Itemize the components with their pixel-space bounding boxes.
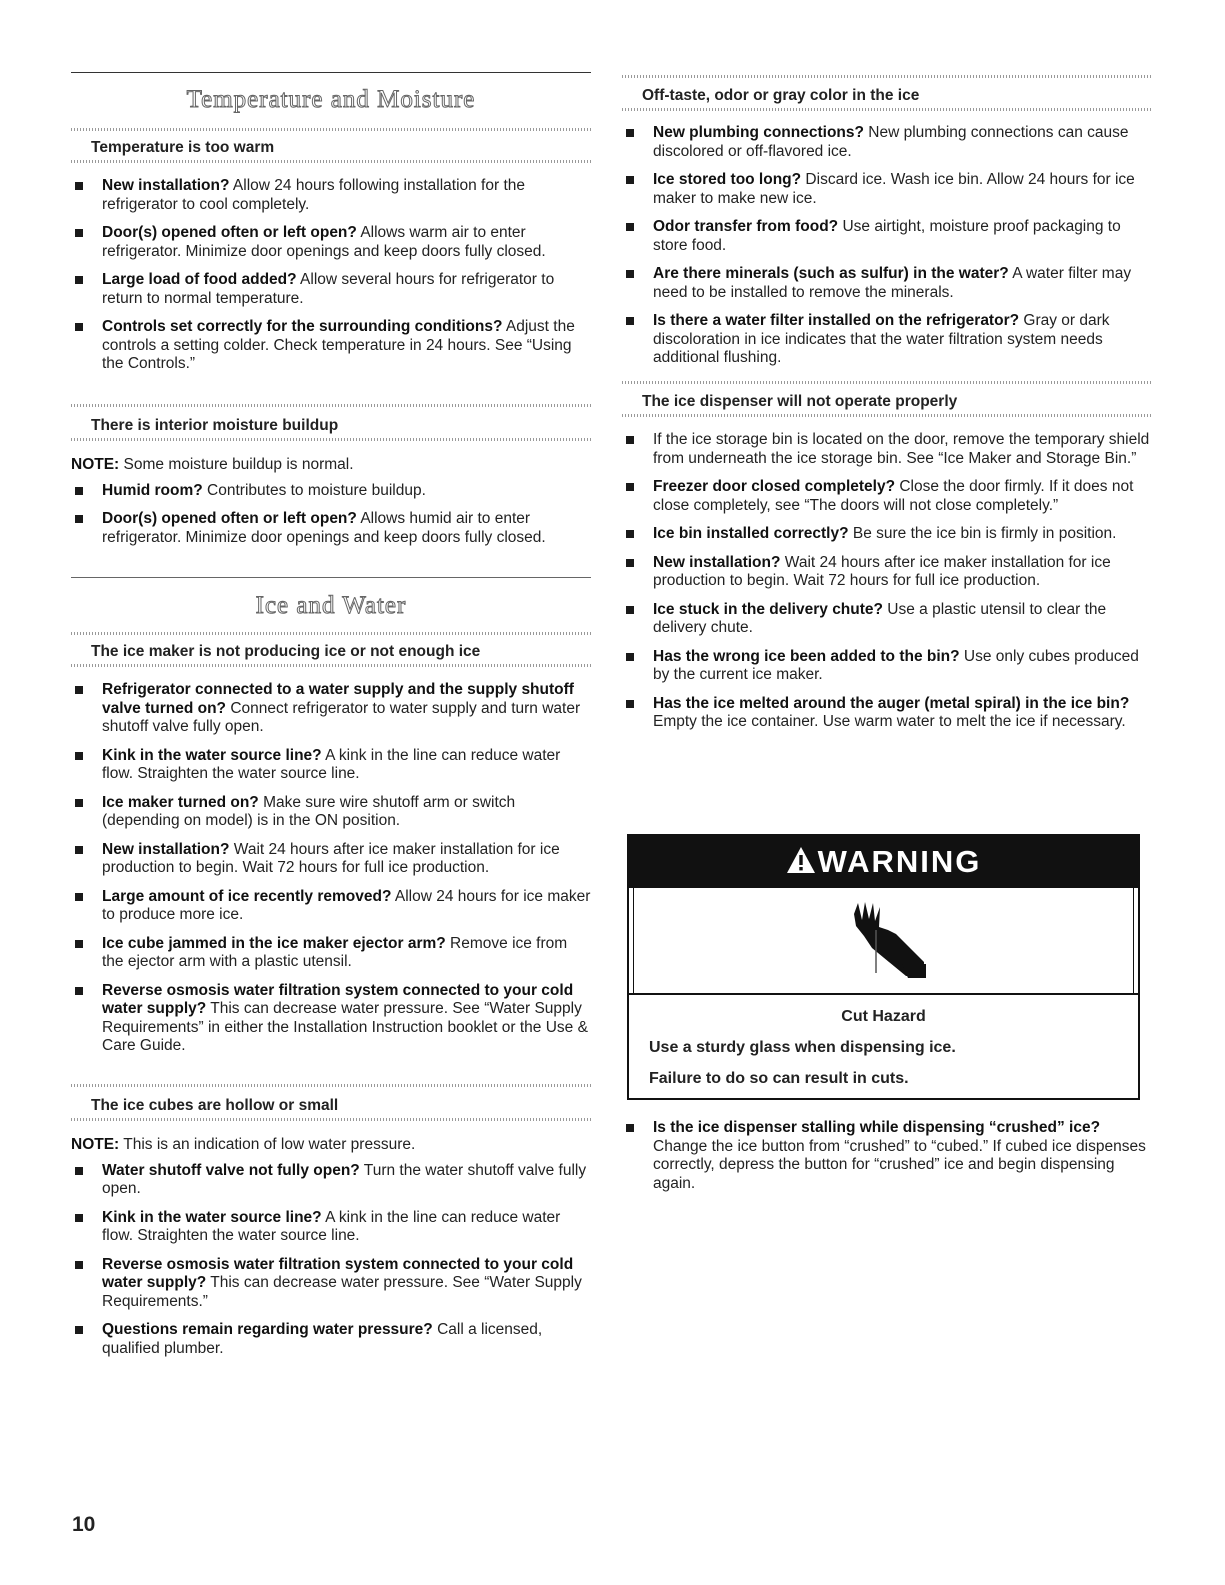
dotted-rule	[71, 160, 591, 163]
cut-hand-icon	[844, 900, 934, 985]
bullet-icon	[75, 276, 83, 284]
list-item: Ice stuck in the delivery chute? Use a plastic utensil to clear the delivery chute.	[622, 601, 1152, 638]
section-rule	[71, 577, 591, 578]
bullet-icon	[626, 606, 634, 614]
bullet-icon	[626, 270, 634, 278]
warning-divider	[629, 993, 1138, 995]
bullet-icon	[626, 176, 634, 184]
list-ice-dispenser	[622, 431, 1152, 732]
bullet-icon	[75, 686, 83, 694]
list-item: Kink in the water source line? A kink in the line can reduce water flow. Straighten the water source line.	[71, 747, 591, 784]
list-item: Are there minerals (such as sulfur) in the water? A water filter may need to be installed to remove the minerals.	[622, 265, 1152, 302]
list-item: Ice stored too long? Discard ice. Wash ice bin. Allow 24 hours for ice maker to make new ice.	[622, 171, 1152, 208]
bullet-icon	[626, 1124, 634, 1132]
note-text: NOTE: This is an indication of low water pressure.	[71, 1136, 416, 1153]
list-item: Freezer door closed completely? Close the door firmly. If it does not close completely, see “The doors will not close completely.”	[622, 478, 1152, 515]
bullet-icon	[626, 653, 634, 661]
subheading-off-taste: Off-taste, odor or gray color in the ice	[642, 87, 920, 104]
list-item: Reverse osmosis water filtration system connected to your cold water supply? This can decrease water pressure. See “Water Supply Requirements.”	[71, 1256, 591, 1312]
dotted-rule	[71, 404, 591, 407]
list-item: Odor transfer from food? Use airtight, moisture proof packaging to store food.	[622, 218, 1152, 255]
list-item: Humid room? Contributes to moisture buildup.	[71, 482, 591, 501]
list-item: Questions remain regarding water pressure? Call a licensed, qualified plumber.	[71, 1321, 591, 1358]
subheading-temperature-too-warm: Temperature is too warm	[91, 139, 275, 156]
dotted-rule	[71, 664, 591, 667]
dotted-rule	[71, 632, 591, 635]
list-item: New installation? Allow 24 hours following installation for the refrigerator to cool completely.	[71, 177, 591, 214]
warning-title: WARNING	[817, 844, 982, 879]
bullet-icon	[75, 846, 83, 854]
bullet-icon	[75, 229, 83, 237]
list-item: Ice bin installed correctly? Be sure the ice bin is firmly in position.	[622, 525, 1152, 544]
bullet-icon	[75, 893, 83, 901]
subheading-ice-dispenser: The ice dispenser will not operate properly	[642, 393, 958, 410]
bullet-icon	[626, 436, 634, 444]
section-title-temperature-moisture: Temperature and Moisture	[186, 86, 476, 113]
list-off-taste	[622, 124, 1152, 368]
warning-line-1: Use a sturdy glass when dispensing ice.	[649, 1039, 956, 1056]
hazard-image-frame	[633, 888, 1134, 993]
list-item: Door(s) opened often or left open? Allows warm air to enter refrigerator. Minimize door openings and keep doors fully closed.	[71, 224, 591, 261]
list-item: Reverse osmosis water filtration system connected to your cold water supply? This can decrease water pressure. See “Water Supply Requirements” in either the Installation Instruction booklet or the Use & Care Guide.	[71, 982, 591, 1056]
list-item: Door(s) opened often or left open? Allows humid air to enter refrigerator. Minimize door openings and keep doors fully closed.	[71, 510, 591, 547]
list-ice-cubes-hollow	[71, 1136, 591, 1358]
bullet-icon	[75, 1214, 83, 1222]
list-item: Large amount of ice recently removed? Allow 24 hours for ice maker to produce more ice.	[71, 888, 591, 925]
bullet-icon	[75, 182, 83, 190]
warning-box	[627, 834, 1140, 1100]
section-title-ice-water: Ice and Water	[255, 592, 407, 619]
list-stalling	[622, 1119, 1152, 1193]
bullet-icon	[626, 559, 634, 567]
bullet-icon	[626, 483, 634, 491]
dotted-rule	[71, 438, 591, 441]
dotted-rule	[71, 1118, 591, 1121]
dotted-rule	[622, 75, 1152, 78]
subheading-ice-maker-not-producing: The ice maker is not producing ice or not enough ice	[91, 643, 481, 660]
warning-header	[629, 836, 1138, 888]
list-item: Has the wrong ice been added to the bin? Use only cubes produced by the current ice maker.	[622, 648, 1152, 685]
bullet-icon	[626, 129, 634, 137]
top-rule	[71, 72, 591, 73]
bullet-icon	[75, 515, 83, 523]
dotted-rule	[622, 108, 1152, 111]
list-item: Refrigerator connected to a water supply and the supply shutoff valve turned on? Connect refrigerator to water supply and turn water shutoff valve fully open.	[71, 681, 591, 737]
subheading-interior-moisture: There is interior moisture buildup	[91, 417, 339, 434]
bullet-icon	[75, 323, 83, 331]
list-item: Kink in the water source line? A kink in the line can reduce water flow. Straighten the water source line.	[71, 1209, 591, 1246]
warning-line-2: Failure to do so can result in cuts.	[649, 1070, 909, 1087]
list-item: Water shutoff valve not fully open? Turn the water shutoff valve fully open.	[71, 1162, 591, 1199]
bullet-icon	[75, 1326, 83, 1334]
dotted-rule	[71, 1084, 591, 1087]
warning-triangle-icon	[786, 838, 816, 890]
bullet-icon	[75, 987, 83, 995]
list-item: New installation? Wait 24 hours after ice maker installation for ice production to begin. Wait 72 hours for full ice production.	[71, 841, 591, 878]
dotted-rule	[622, 381, 1152, 384]
hazard-label: Cut Hazard	[841, 1008, 926, 1025]
list-interior-moisture	[71, 456, 591, 547]
list-item: Controls set correctly for the surrounding conditions? Adjust the controls a setting colder. Check temperature in 24 hours. See “Using the Controls.”	[71, 318, 591, 374]
subheading-ice-cubes-hollow: The ice cubes are hollow or small	[91, 1097, 339, 1114]
list-item: If the ice storage bin is located on the door, remove the temporary shield from underneath the ice storage bin. See “Ice Maker and Storage Bin.”	[622, 431, 1152, 468]
list-item: New plumbing connections? New plumbing connections can cause discolored or off-flavored ice.	[622, 124, 1152, 161]
list-item: New installation? Wait 24 hours after ice maker installation for ice production to begin. Wait 72 hours for full ice production.	[622, 554, 1152, 591]
bullet-icon	[75, 940, 83, 948]
bullet-icon	[626, 700, 634, 708]
bullet-icon	[75, 752, 83, 760]
bullet-icon	[75, 1261, 83, 1269]
list-item: Large load of food added? Allow several hours for refrigerator to return to normal temperature.	[71, 271, 591, 308]
bullet-icon	[75, 799, 83, 807]
bullet-icon	[626, 223, 634, 231]
dotted-rule	[71, 128, 591, 131]
page-number: 10	[72, 1513, 96, 1536]
bullet-icon	[75, 1167, 83, 1175]
list-item: Is the ice dispenser stalling while dispensing “crushed” ice? Change the ice button from “crushed” to “cubed.” If cubed ice dispenses correctly, depress the button for “crushed” ice and begin dispensing again.	[622, 1119, 1152, 1193]
bullet-icon	[626, 317, 634, 325]
list-temperature-warm	[71, 177, 591, 374]
bullet-icon	[75, 487, 83, 495]
list-ice-maker	[71, 681, 591, 1056]
list-item: Has the ice melted around the auger (metal spiral) in the ice bin? Empty the ice container. Use warm water to melt the ice if necessary.	[622, 695, 1152, 732]
dotted-rule	[622, 414, 1152, 417]
list-item: Ice cube jammed in the ice maker ejector arm? Remove ice from the ejector arm with a plastic utensil.	[71, 935, 591, 972]
list-item: Ice maker turned on? Make sure wire shutoff arm or switch (depending on model) is in the ON position.	[71, 794, 591, 831]
list-item: Is there a water filter installed on the refrigerator? Gray or dark discoloration in ice indicates that the water filtration system needs additional flushing.	[622, 312, 1152, 368]
note-text: NOTE: Some moisture buildup is normal.	[71, 456, 354, 473]
bullet-icon	[626, 530, 634, 538]
